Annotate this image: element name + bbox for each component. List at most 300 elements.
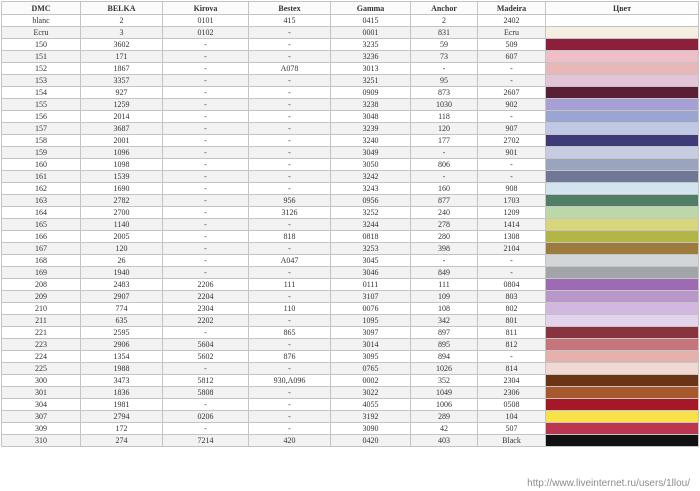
cell-kirova: - bbox=[163, 243, 249, 255]
cell-dmc: 159 bbox=[2, 147, 81, 159]
cell-bestex: 420 bbox=[249, 435, 331, 447]
color-swatch bbox=[546, 399, 699, 411]
table-row bbox=[2, 183, 699, 195]
cell-bestex: - bbox=[249, 171, 331, 183]
cell-kirova: - bbox=[163, 195, 249, 207]
cell-belka: 2907 bbox=[81, 291, 163, 303]
cell-belka: 120 bbox=[81, 243, 163, 255]
color-swatch bbox=[546, 327, 699, 339]
cell-gamma: 0420 bbox=[331, 435, 411, 447]
cell-belka: 2005 bbox=[81, 231, 163, 243]
cell-gamma: 3251 bbox=[331, 75, 411, 87]
cell-gamma: 3253 bbox=[331, 243, 411, 255]
color-swatch bbox=[546, 27, 699, 39]
table-row bbox=[2, 435, 699, 447]
cell-belka: 1940 bbox=[81, 267, 163, 279]
cell-anchor: 897 bbox=[411, 327, 478, 339]
cell-gamma: 0818 bbox=[331, 231, 411, 243]
cell-gamma: 0956 bbox=[331, 195, 411, 207]
cell-belka: 2483 bbox=[81, 279, 163, 291]
header-bestex: Bestex bbox=[249, 2, 331, 15]
cell-dmc: 165 bbox=[2, 219, 81, 231]
table-row bbox=[2, 411, 699, 423]
cell-kirova: - bbox=[163, 63, 249, 75]
color-swatch bbox=[546, 243, 699, 255]
cell-gamma: 3236 bbox=[331, 51, 411, 63]
cell-bestex: - bbox=[249, 111, 331, 123]
cell-belka: 1836 bbox=[81, 387, 163, 399]
cell-anchor: - bbox=[411, 147, 478, 159]
cell-anchor: 278 bbox=[411, 219, 478, 231]
color-swatch bbox=[546, 87, 699, 99]
cell-kirova: - bbox=[163, 123, 249, 135]
cell-dmc: 169 bbox=[2, 267, 81, 279]
cell-dmc: 221 bbox=[2, 327, 81, 339]
cell-belka: 927 bbox=[81, 87, 163, 99]
color-swatch bbox=[546, 303, 699, 315]
cell-anchor: 403 bbox=[411, 435, 478, 447]
color-swatch bbox=[546, 123, 699, 135]
cell-madeira: 902 bbox=[478, 99, 546, 111]
cell-belka: 1098 bbox=[81, 159, 163, 171]
header-dmc: DMC bbox=[2, 2, 81, 15]
cell-anchor: 120 bbox=[411, 123, 478, 135]
cell-gamma: 1095 bbox=[331, 315, 411, 327]
cell-anchor: 806 bbox=[411, 159, 478, 171]
cell-dmc: 208 bbox=[2, 279, 81, 291]
cell-madeira: 801 bbox=[478, 315, 546, 327]
header-madeira: Madeira bbox=[478, 2, 546, 15]
cell-madeira: 2607 bbox=[478, 87, 546, 99]
color-swatch bbox=[546, 279, 699, 291]
table-row bbox=[2, 87, 699, 99]
cell-gamma: 3049 bbox=[331, 147, 411, 159]
cell-anchor: 1026 bbox=[411, 363, 478, 375]
cell-belka: 171 bbox=[81, 51, 163, 63]
cell-gamma: 0765 bbox=[331, 363, 411, 375]
color-swatch bbox=[546, 63, 699, 75]
cell-madeira: - bbox=[478, 255, 546, 267]
watermark-text: http://www.liveinternet.ru/users/1llou/ bbox=[527, 478, 690, 489]
cell-dmc: 309 bbox=[2, 423, 81, 435]
cell-dmc: 153 bbox=[2, 75, 81, 87]
cell-dmc: 158 bbox=[2, 135, 81, 147]
table-row bbox=[2, 75, 699, 87]
cell-bestex: - bbox=[249, 159, 331, 171]
cell-anchor: 240 bbox=[411, 207, 478, 219]
cell-dmc: 152 bbox=[2, 63, 81, 75]
cell-gamma: 0076 bbox=[331, 303, 411, 315]
cell-gamma: 3243 bbox=[331, 183, 411, 195]
cell-dmc: 301 bbox=[2, 387, 81, 399]
cell-belka: 26 bbox=[81, 255, 163, 267]
cell-kirova: 2202 bbox=[163, 315, 249, 327]
cell-anchor: - bbox=[411, 255, 478, 267]
table-row bbox=[2, 135, 699, 147]
cell-kirova: 5812 bbox=[163, 375, 249, 387]
cell-belka: 3357 bbox=[81, 75, 163, 87]
cell-bestex: - bbox=[249, 87, 331, 99]
table-row bbox=[2, 195, 699, 207]
cell-anchor: 873 bbox=[411, 87, 478, 99]
cell-kirova: 5604 bbox=[163, 339, 249, 351]
cell-kirova: - bbox=[163, 147, 249, 159]
cell-anchor: 831 bbox=[411, 27, 478, 39]
cell-anchor: 95 bbox=[411, 75, 478, 87]
cell-madeira: 1209 bbox=[478, 207, 546, 219]
cell-bestex: - bbox=[249, 363, 331, 375]
cell-bestex: - bbox=[249, 291, 331, 303]
cell-gamma: 3252 bbox=[331, 207, 411, 219]
cell-madeira: Black bbox=[478, 435, 546, 447]
cell-belka: 1988 bbox=[81, 363, 163, 375]
cell-dmc: 304 bbox=[2, 399, 81, 411]
cell-dmc: 156 bbox=[2, 111, 81, 123]
color-swatch bbox=[546, 267, 699, 279]
cell-anchor: 877 bbox=[411, 195, 478, 207]
cell-madeira: 2104 bbox=[478, 243, 546, 255]
table-row bbox=[2, 63, 699, 75]
cell-dmc: 307 bbox=[2, 411, 81, 423]
cell-gamma: 3192 bbox=[331, 411, 411, 423]
cell-dmc: 157 bbox=[2, 123, 81, 135]
table-row bbox=[2, 171, 699, 183]
table-row bbox=[2, 399, 699, 411]
cell-madeira: 507 bbox=[478, 423, 546, 435]
cell-gamma: 3050 bbox=[331, 159, 411, 171]
cell-bestex: - bbox=[249, 147, 331, 159]
cell-gamma: 3090 bbox=[331, 423, 411, 435]
cell-madeira: 812 bbox=[478, 339, 546, 351]
cell-dmc: Ecru bbox=[2, 27, 81, 39]
cell-belka: 2794 bbox=[81, 411, 163, 423]
cell-anchor: 398 bbox=[411, 243, 478, 255]
cell-madeira: 0508 bbox=[478, 399, 546, 411]
cell-belka: 1140 bbox=[81, 219, 163, 231]
cell-madeira: 2306 bbox=[478, 387, 546, 399]
cell-kirova: - bbox=[163, 75, 249, 87]
cell-belka: 1981 bbox=[81, 399, 163, 411]
header-anchor: Anchor bbox=[411, 2, 478, 15]
header-row bbox=[2, 2, 699, 15]
header-belka: BELKA bbox=[81, 2, 163, 15]
cell-madeira: 908 bbox=[478, 183, 546, 195]
color-swatch bbox=[546, 231, 699, 243]
cell-kirova: - bbox=[163, 423, 249, 435]
cell-madeira: - bbox=[478, 75, 546, 87]
cell-belka: 2700 bbox=[81, 207, 163, 219]
cell-kirova: 5602 bbox=[163, 351, 249, 363]
cell-gamma: 0111 bbox=[331, 279, 411, 291]
cell-kirova: - bbox=[163, 135, 249, 147]
table-row bbox=[2, 111, 699, 123]
cell-bestex: - bbox=[249, 75, 331, 87]
cell-bestex: A047 bbox=[249, 255, 331, 267]
cell-gamma: 3235 bbox=[331, 39, 411, 51]
cell-kirova: - bbox=[163, 51, 249, 63]
cell-anchor: 280 bbox=[411, 231, 478, 243]
cell-bestex: - bbox=[249, 99, 331, 111]
color-swatch bbox=[546, 351, 699, 363]
color-swatch bbox=[546, 339, 699, 351]
cell-gamma: 0002 bbox=[331, 375, 411, 387]
cell-gamma: 3095 bbox=[331, 351, 411, 363]
color-swatch bbox=[546, 159, 699, 171]
color-swatch bbox=[546, 207, 699, 219]
cell-belka: 3602 bbox=[81, 39, 163, 51]
cell-bestex: 111 bbox=[249, 279, 331, 291]
cell-bestex: - bbox=[249, 387, 331, 399]
cell-anchor: 849 bbox=[411, 267, 478, 279]
table-row bbox=[2, 375, 699, 387]
cell-bestex: - bbox=[249, 267, 331, 279]
table-row bbox=[2, 123, 699, 135]
table-row bbox=[2, 231, 699, 243]
table-row bbox=[2, 159, 699, 171]
cell-dmc: 223 bbox=[2, 339, 81, 351]
cell-gamma: 3107 bbox=[331, 291, 411, 303]
cell-kirova: - bbox=[163, 363, 249, 375]
cell-dmc: 167 bbox=[2, 243, 81, 255]
table-row bbox=[2, 39, 699, 51]
cell-bestex: 818 bbox=[249, 231, 331, 243]
cell-bestex: 956 bbox=[249, 195, 331, 207]
cell-dmc: 150 bbox=[2, 39, 81, 51]
color-swatch bbox=[546, 411, 699, 423]
cell-kirova: - bbox=[163, 171, 249, 183]
cell-bestex: - bbox=[249, 27, 331, 39]
color-swatch bbox=[546, 39, 699, 51]
cell-anchor: 1006 bbox=[411, 399, 478, 411]
cell-gamma: 3045 bbox=[331, 255, 411, 267]
cell-kirova: - bbox=[163, 183, 249, 195]
table-row bbox=[2, 99, 699, 111]
cell-kirova: - bbox=[163, 207, 249, 219]
cell-kirova: - bbox=[163, 327, 249, 339]
cell-kirova: - bbox=[163, 111, 249, 123]
cell-anchor: 342 bbox=[411, 315, 478, 327]
cell-gamma: 3242 bbox=[331, 171, 411, 183]
cell-madeira: 811 bbox=[478, 327, 546, 339]
cell-bestex: - bbox=[249, 135, 331, 147]
cell-kirova: 7214 bbox=[163, 435, 249, 447]
color-swatch bbox=[546, 387, 699, 399]
cell-bestex: 110 bbox=[249, 303, 331, 315]
table-row bbox=[2, 27, 699, 39]
cell-gamma: 0001 bbox=[331, 27, 411, 39]
cell-madeira: - bbox=[478, 159, 546, 171]
cell-kirova: - bbox=[163, 87, 249, 99]
cell-gamma: 3022 bbox=[331, 387, 411, 399]
table-row bbox=[2, 279, 699, 291]
cell-dmc: 161 bbox=[2, 171, 81, 183]
cell-anchor: 73 bbox=[411, 51, 478, 63]
cell-bestex: - bbox=[249, 423, 331, 435]
cell-bestex: 865 bbox=[249, 327, 331, 339]
cell-dmc: 210 bbox=[2, 303, 81, 315]
color-swatch bbox=[546, 375, 699, 387]
cell-gamma: 3046 bbox=[331, 267, 411, 279]
cell-dmc: blanc bbox=[2, 15, 81, 27]
cell-belka: 1539 bbox=[81, 171, 163, 183]
cell-belka: 3473 bbox=[81, 375, 163, 387]
table-row bbox=[2, 303, 699, 315]
cell-bestex: 930,A096 bbox=[249, 375, 331, 387]
cell-belka: 1354 bbox=[81, 351, 163, 363]
cell-madeira: 607 bbox=[478, 51, 546, 63]
color-swatch bbox=[546, 171, 699, 183]
cell-madeira: 901 bbox=[478, 147, 546, 159]
cell-anchor: - bbox=[411, 63, 478, 75]
color-swatch bbox=[546, 423, 699, 435]
cell-anchor: 160 bbox=[411, 183, 478, 195]
cell-gamma: 3244 bbox=[331, 219, 411, 231]
color-swatch bbox=[546, 315, 699, 327]
cell-bestex: - bbox=[249, 183, 331, 195]
cell-madeira: 907 bbox=[478, 123, 546, 135]
cell-anchor: 352 bbox=[411, 375, 478, 387]
cell-gamma: 3239 bbox=[331, 123, 411, 135]
cell-kirova: 0101 bbox=[163, 15, 249, 27]
cell-dmc: 224 bbox=[2, 351, 81, 363]
table-row bbox=[2, 315, 699, 327]
cell-madeira: 803 bbox=[478, 291, 546, 303]
cell-anchor: 895 bbox=[411, 339, 478, 351]
cell-belka: 774 bbox=[81, 303, 163, 315]
cell-belka: 1867 bbox=[81, 63, 163, 75]
cell-gamma: 0909 bbox=[331, 87, 411, 99]
cell-bestex: - bbox=[249, 399, 331, 411]
cell-anchor: 1049 bbox=[411, 387, 478, 399]
table-row bbox=[2, 363, 699, 375]
cell-belka: 274 bbox=[81, 435, 163, 447]
color-swatch bbox=[546, 147, 699, 159]
cell-belka: 2 bbox=[81, 15, 163, 27]
cell-anchor: 42 bbox=[411, 423, 478, 435]
cell-madeira: 2702 bbox=[478, 135, 546, 147]
cell-anchor: 59 bbox=[411, 39, 478, 51]
cell-anchor: 177 bbox=[411, 135, 478, 147]
cell-bestex: - bbox=[249, 39, 331, 51]
cell-dmc: 209 bbox=[2, 291, 81, 303]
cell-belka: 635 bbox=[81, 315, 163, 327]
cell-kirova: - bbox=[163, 231, 249, 243]
cell-anchor: 118 bbox=[411, 111, 478, 123]
cell-kirova: 2206 bbox=[163, 279, 249, 291]
table-row bbox=[2, 51, 699, 63]
table-row bbox=[2, 339, 699, 351]
cell-kirova: 2304 bbox=[163, 303, 249, 315]
cell-belka: 172 bbox=[81, 423, 163, 435]
cell-anchor: 1030 bbox=[411, 99, 478, 111]
color-swatch bbox=[546, 255, 699, 267]
cell-gamma: 3048 bbox=[331, 111, 411, 123]
cell-madeira: 1703 bbox=[478, 195, 546, 207]
header-color: Цвет bbox=[546, 2, 699, 15]
cell-anchor: 894 bbox=[411, 351, 478, 363]
cell-madeira: Ecru bbox=[478, 27, 546, 39]
cell-kirova: - bbox=[163, 39, 249, 51]
color-swatch bbox=[546, 75, 699, 87]
cell-dmc: 155 bbox=[2, 99, 81, 111]
cell-gamma: 0415 bbox=[331, 15, 411, 27]
color-swatch bbox=[546, 363, 699, 375]
cell-bestex: - bbox=[249, 123, 331, 135]
cell-bestex: - bbox=[249, 339, 331, 351]
cell-kirova: 0102 bbox=[163, 27, 249, 39]
table-row bbox=[2, 327, 699, 339]
cell-anchor: - bbox=[411, 171, 478, 183]
cell-gamma: 3014 bbox=[331, 339, 411, 351]
cell-dmc: 162 bbox=[2, 183, 81, 195]
cell-kirova: - bbox=[163, 399, 249, 411]
cell-dmc: 164 bbox=[2, 207, 81, 219]
cell-gamma: 3238 bbox=[331, 99, 411, 111]
cell-belka: 2001 bbox=[81, 135, 163, 147]
color-swatch bbox=[546, 51, 699, 63]
cell-belka: 2782 bbox=[81, 195, 163, 207]
cell-belka: 1096 bbox=[81, 147, 163, 159]
cell-madeira: - bbox=[478, 351, 546, 363]
thread-conversion-table bbox=[1, 1, 699, 447]
cell-belka: 1690 bbox=[81, 183, 163, 195]
cell-bestex: - bbox=[249, 219, 331, 231]
cell-madeira: - bbox=[478, 111, 546, 123]
cell-madeira: 1308 bbox=[478, 231, 546, 243]
cell-dmc: 151 bbox=[2, 51, 81, 63]
cell-bestex: - bbox=[249, 315, 331, 327]
cell-dmc: 211 bbox=[2, 315, 81, 327]
cell-anchor: 111 bbox=[411, 279, 478, 291]
color-swatch bbox=[546, 183, 699, 195]
cell-madeira: - bbox=[478, 171, 546, 183]
header-kirova: Kirova bbox=[163, 2, 249, 15]
cell-madeira: - bbox=[478, 267, 546, 279]
cell-madeira: - bbox=[478, 63, 546, 75]
cell-dmc: 300 bbox=[2, 375, 81, 387]
cell-bestex: 415 bbox=[249, 15, 331, 27]
cell-bestex: 3126 bbox=[249, 207, 331, 219]
table-row bbox=[2, 351, 699, 363]
cell-belka: 2906 bbox=[81, 339, 163, 351]
cell-madeira: 2402 bbox=[478, 15, 546, 27]
table-row bbox=[2, 255, 699, 267]
cell-madeira: 104 bbox=[478, 411, 546, 423]
color-swatch bbox=[546, 435, 699, 447]
cell-madeira: 1414 bbox=[478, 219, 546, 231]
cell-gamma: 3097 bbox=[331, 327, 411, 339]
cell-dmc: 310 bbox=[2, 435, 81, 447]
cell-anchor: 2 bbox=[411, 15, 478, 27]
table-row bbox=[2, 243, 699, 255]
cell-kirova: - bbox=[163, 255, 249, 267]
table-row bbox=[2, 291, 699, 303]
cell-kirova: - bbox=[163, 219, 249, 231]
cell-dmc: 160 bbox=[2, 159, 81, 171]
cell-kirova: - bbox=[163, 267, 249, 279]
table-row bbox=[2, 207, 699, 219]
cell-anchor: 109 bbox=[411, 291, 478, 303]
table-row bbox=[2, 423, 699, 435]
cell-kirova: - bbox=[163, 99, 249, 111]
cell-kirova: - bbox=[163, 159, 249, 171]
cell-madeira: 509 bbox=[478, 39, 546, 51]
cell-anchor: 108 bbox=[411, 303, 478, 315]
cell-kirova: 5808 bbox=[163, 387, 249, 399]
cell-madeira: 2304 bbox=[478, 375, 546, 387]
cell-belka: 3 bbox=[81, 27, 163, 39]
table-row bbox=[2, 267, 699, 279]
